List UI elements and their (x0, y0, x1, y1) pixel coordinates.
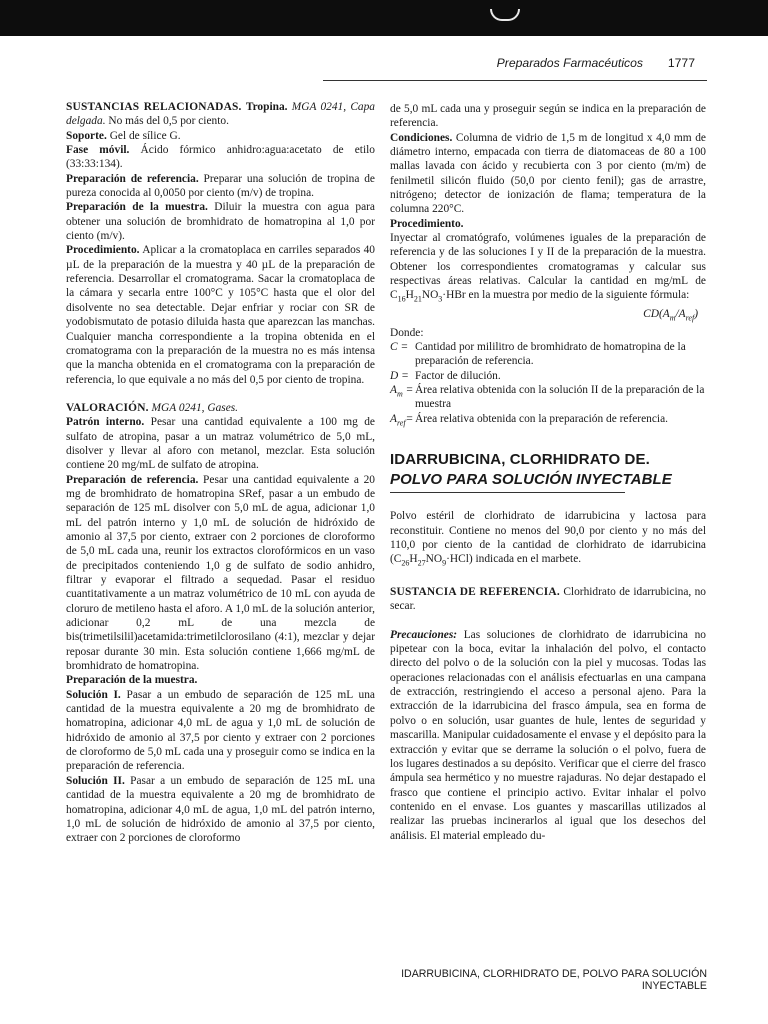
term-sub: ref (396, 418, 406, 428)
term-sub: m (396, 389, 403, 399)
prep-muestra-label: Preparación de la muestra. (66, 201, 208, 214)
val-ref-paragraph (66, 473, 375, 674)
val-muestra-label: Preparación de la muestra. (66, 674, 198, 687)
condiciones-paragraph (390, 131, 706, 217)
soporte-paragraph (66, 129, 375, 143)
sustancia-referencia-heading: SUSTANCIA DE REFERENCIA. (390, 586, 560, 599)
scan-top-edge (0, 0, 768, 36)
definition-desc: Área relativa obtenida con la solución II de la preparación de la muestra (415, 384, 705, 411)
fase-text: Ácido fórmico anhidro:agua:acetato de etilo (33:33:134). (66, 144, 375, 171)
proc-sub: 3 (438, 294, 443, 304)
solucion-1-label: Solución I. (66, 688, 121, 701)
tropina-label: Tropina. (245, 101, 288, 113)
mono-sub: 26 (401, 558, 410, 568)
procedimiento-label: Procedimiento. (66, 244, 140, 257)
definition-term (390, 383, 415, 412)
mga-ref: MGA 0241, (291, 101, 347, 113)
proc-text-b: ·HBr en la muestra por medio de la siguiente fórmula: (442, 289, 690, 302)
definition-row (390, 340, 706, 369)
spacer (390, 430, 706, 444)
continuation-paragraph: de 5,0 mL cada una y proseguir según se indica en la preparación de referencia. (390, 103, 706, 130)
monograph-title-form: POLVO PARA SOLUCIÓN INYECTABLE (390, 471, 672, 489)
spacer (390, 614, 706, 628)
proc-formula-part: H (405, 289, 414, 302)
precauciones-label: Precauciones: (390, 628, 458, 641)
condiciones-label: Condiciones. (390, 131, 453, 144)
definition-term: D = (390, 369, 409, 382)
sustancia-referencia-text: Clorhidrato de idarrubicina, no secar. (390, 586, 706, 613)
val-ref-label: Preparación de referencia. (66, 473, 199, 486)
soporte-text: Gel de sílice G. (109, 129, 181, 142)
formula-part: /A (675, 308, 686, 321)
monograph-description (390, 509, 706, 571)
mono-sub: 9 (442, 558, 447, 568)
sustancia-referencia-paragraph (390, 585, 706, 614)
val-ref-text: Pesar una cantidad equivalente a 20 mg de bromhidrato de homatropina SRef, pasar a un embudo de separación de 125 mL disolver con 5,0 mL de agua, adicionar 1,0 mL del patrón interno y 1,0 mL de solución de hidróxido de amonio al 37,5 por ciento, extraer con 2 porciones de cloroformo de 5,0 mL cada una, reunir los extractos clorofórmicos en un vaso de precipitados conteniendo 1,0 g de sulfato de sodio anhidro, filtrar y evaporar el filtrado a sequedad. Pasar el residuo cuantitativamente a un matraz volumétrico de 10 mL con ayuda de cloruro de metileno hasta el aforo. A 1,0 mL de la solución anterior, adicionar 0,2 mL de una mezcla de bis(trimetilsilil)acetamida:trimetilclorosilano (4:1), mezclar y dejar reposar durante 30 min. Esta solución contiene 1,666 mg/mL de bromhidrato de homatropina. (66, 473, 375, 673)
procedimiento-paragraph (66, 243, 375, 386)
patron-label: Patrón interno. (66, 416, 145, 429)
formula-sub: m (669, 313, 676, 323)
solucion-2-paragraph (66, 774, 375, 846)
term-part: A (390, 412, 397, 425)
header-rule (323, 80, 707, 81)
term-part: = (402, 384, 414, 397)
definition-row (390, 369, 706, 383)
prep-ref-text: Preparar una solución de tropina de pureza conocida al 0,0050 por ciento (m/v) de tropina. (66, 172, 375, 200)
solucion-2-label: Solución II. (66, 774, 125, 787)
formula-part: ) (694, 308, 698, 321)
prep-muestra-paragraph (66, 200, 375, 243)
prep-ref-paragraph (66, 172, 375, 201)
mono-sub: 27 (417, 558, 426, 568)
mono-desc-a: Polvo estéril de clorhidrato de idarrubicina y lactosa para reconstituir. Contiene no menos del 90,0 por ciento y no más del 110,0 por ciento de la cantidad de clorhidrato de idarrubicina (C (390, 510, 706, 566)
prep-muestra-text: Diluir la muestra con agua para obtener una solución de bromhidrato de homatropina al 1,0 por ciento (m/v). (66, 201, 375, 243)
spacer (66, 387, 375, 401)
spacer (390, 571, 706, 585)
precauciones-paragraph (390, 628, 706, 843)
definition-row (390, 412, 706, 431)
definition-desc: Factor de dilución. (415, 369, 501, 382)
definition-term (390, 412, 415, 431)
fase-paragraph (66, 143, 375, 172)
formula (390, 307, 706, 326)
proc-text-a: Inyectar al cromatógrafo, volúmenes iguales de la preparación de referencia y de las soluciones I y II de la preparación de la muestra. Obtener los correspondientes cromatogramas y calcular sus respectivas áreas relativas. Calcular la cantidad en mg/mL de C (390, 232, 706, 302)
valoracion-heading: VALORACIÓN. (66, 401, 149, 414)
definition-desc: Cantidad por mililitro de bromhidrato de homatropina de la preparación de referencia. (415, 341, 686, 368)
proc-sub: 16 (397, 294, 406, 304)
val-muestra-heading (66, 673, 375, 687)
definition-term: C = (390, 341, 409, 354)
procedimiento-text: Aplicar a la cromatoplaca en carriles separados 40 µL de la preparación de la muestra y 40 µL de la preparación de referencia. Desarrollar el cromatograma. Sacar la cromatoplaca de la cámara y secarla entre 100°C y 105°C hasta que el olor del disolvente no sea detectable. Dejar enfriar y rociar con SR de yodobismutato de potasio diluida hasta que aparezcan las manchas. Cualquier mancha correspondiente a la tropina obtenida en el cromatograma con la preparación de la muestra no es más intensa que la mancha obtenida en el cromatograma con la preparación de referencia, lo que equivale a no más del 0,5 por ciento de tropina. (66, 244, 375, 386)
scan-artifact-icon (490, 9, 520, 21)
running-footer: IDARRUBICINA, CLORHIDRATO DE, POLVO PARA SOLUCIÓN INYECTABLE (401, 968, 707, 992)
mono-desc-b: ·HCl) indicada en el marbete. (446, 553, 582, 566)
page-number: 1777 (667, 56, 695, 70)
capa-delgada: Capa delgada. (66, 101, 375, 128)
valoracion-mga: MGA 0241, Gases. (151, 401, 239, 414)
solucion-1-paragraph (66, 688, 375, 774)
procedimiento-paragraph (390, 231, 706, 307)
left-column (66, 100, 375, 846)
donde-label: Donde: (390, 326, 424, 339)
solucion-1-text: Pasar a un embudo de separación de 125 mL una cantidad de la muestra equivalente a 20 mg de bromhidrato de homatropina, adicionar 4,0 mL de agua y 1,0 mL de solución de hidróxido de amonio al 37,5 por ciento y extraer con 2 porciones de cloroformo de 5,0 mL cada una y proseguir como se indica en la preparación de referencia. (66, 688, 375, 773)
precauciones-text: Las soluciones de clorhidrato de idarrubicina no pipetear con la boca, evitar la inhalación del polvo, el contacto directo del polvo o de la solución con la piel y mucosas. Todas las operaciones relacionadas con el análisis efectuarlas en una campana de extracción, restringiendo el acceso a personal ajeno. Para la extracción de la idarrubicina del frasco ámpula, sea en forma de polvo o en solución, usar guantes de hule, lentes de seguridad y mascarilla. Manipular cuidadosamente el envase y el depósito para la extracción y evitar que se derrame la solución o el polvo, fuera de los lugares destinados a su depósito. Verificar que el cierre del frasco ámpula sea hermético y no muestre rajaduras. No dejar destapado el frasco que contiene el principio activo. Evitar inhalar el polvo contenido en el envase. Los guantes y mascarillas utilizados al realizar las pruebas incinerarlos al igual que los desechos del análisis. El material empleado du- (390, 628, 706, 842)
procedimiento-label: Procedimiento. (390, 217, 464, 230)
soporte-label: Soporte. (66, 129, 107, 142)
formula-sub: ref (685, 313, 695, 323)
term-part: A (390, 384, 397, 397)
valoracion-paragraph (66, 401, 375, 415)
mono-formula-part: H (409, 553, 418, 566)
condiciones-text: Columna de vidrio de 1,5 m de longitud x 4,0 mm de diámetro interno, empacada con tierra de diatomaceas de 80 a 100 mallas lavada con ácido y recubierta con 3 por ciento (m/m) de fenilmetil silicón fluido (50,0 por ciento fenil); gas de arrastre, nitrógeno; detector de ionización de flama; temperatura de la columna 220°C. (390, 131, 706, 216)
proc-formula-part: NO (421, 289, 439, 302)
monograph-title-main: IDARRUBICINA, CLORHIDRATO DE. (390, 451, 650, 469)
patron-text: Pesar una cantidad equivalente a 100 mg de sulfato de atropina, pasar a un matraz volumétrico de 5,0 mL, disolver y llevar al aforo con metanol, mezclar. Esta solución contiene 20 mg/mL de sulfato de atropina. (66, 416, 375, 472)
proc-sub: 21 (413, 294, 422, 304)
header-section-title: Preparados Farmacéuticos (496, 56, 643, 70)
monograph-title (390, 450, 706, 490)
definition-desc: Área relativa obtenida con la preparación de referencia. (415, 412, 668, 425)
term-part: = (405, 412, 414, 425)
fase-label: Fase móvil. (66, 144, 130, 157)
title-underline (390, 492, 625, 493)
solucion-2-text: Pasar a un embudo de separación de 125 mL una cantidad de la muestra equivalente a 20 mg de bromhidrato de homatropina, adicionar 4,0 mL de agua, 1,0 mL del patrón interno, 1,0 mL de solución de hidróxido de amonio al 37,5 por ciento, extraer con 2 porciones de cloroformo (66, 774, 375, 845)
prep-ref-label: Preparación de referencia. (66, 172, 199, 185)
mono-formula-part: NO (425, 553, 443, 566)
patron-paragraph (66, 415, 375, 472)
formula-part: CD(A (643, 308, 670, 321)
definition-row (390, 383, 706, 412)
right-column (390, 102, 706, 843)
procedimiento-heading (390, 217, 706, 231)
page-header (300, 56, 695, 78)
sust-limit: No más del 0,5 por ciento. (108, 115, 229, 128)
sustancias-relacionadas-paragraph (66, 100, 375, 129)
sustancias-heading: SUSTANCIAS RELACIONADAS. (66, 101, 242, 113)
